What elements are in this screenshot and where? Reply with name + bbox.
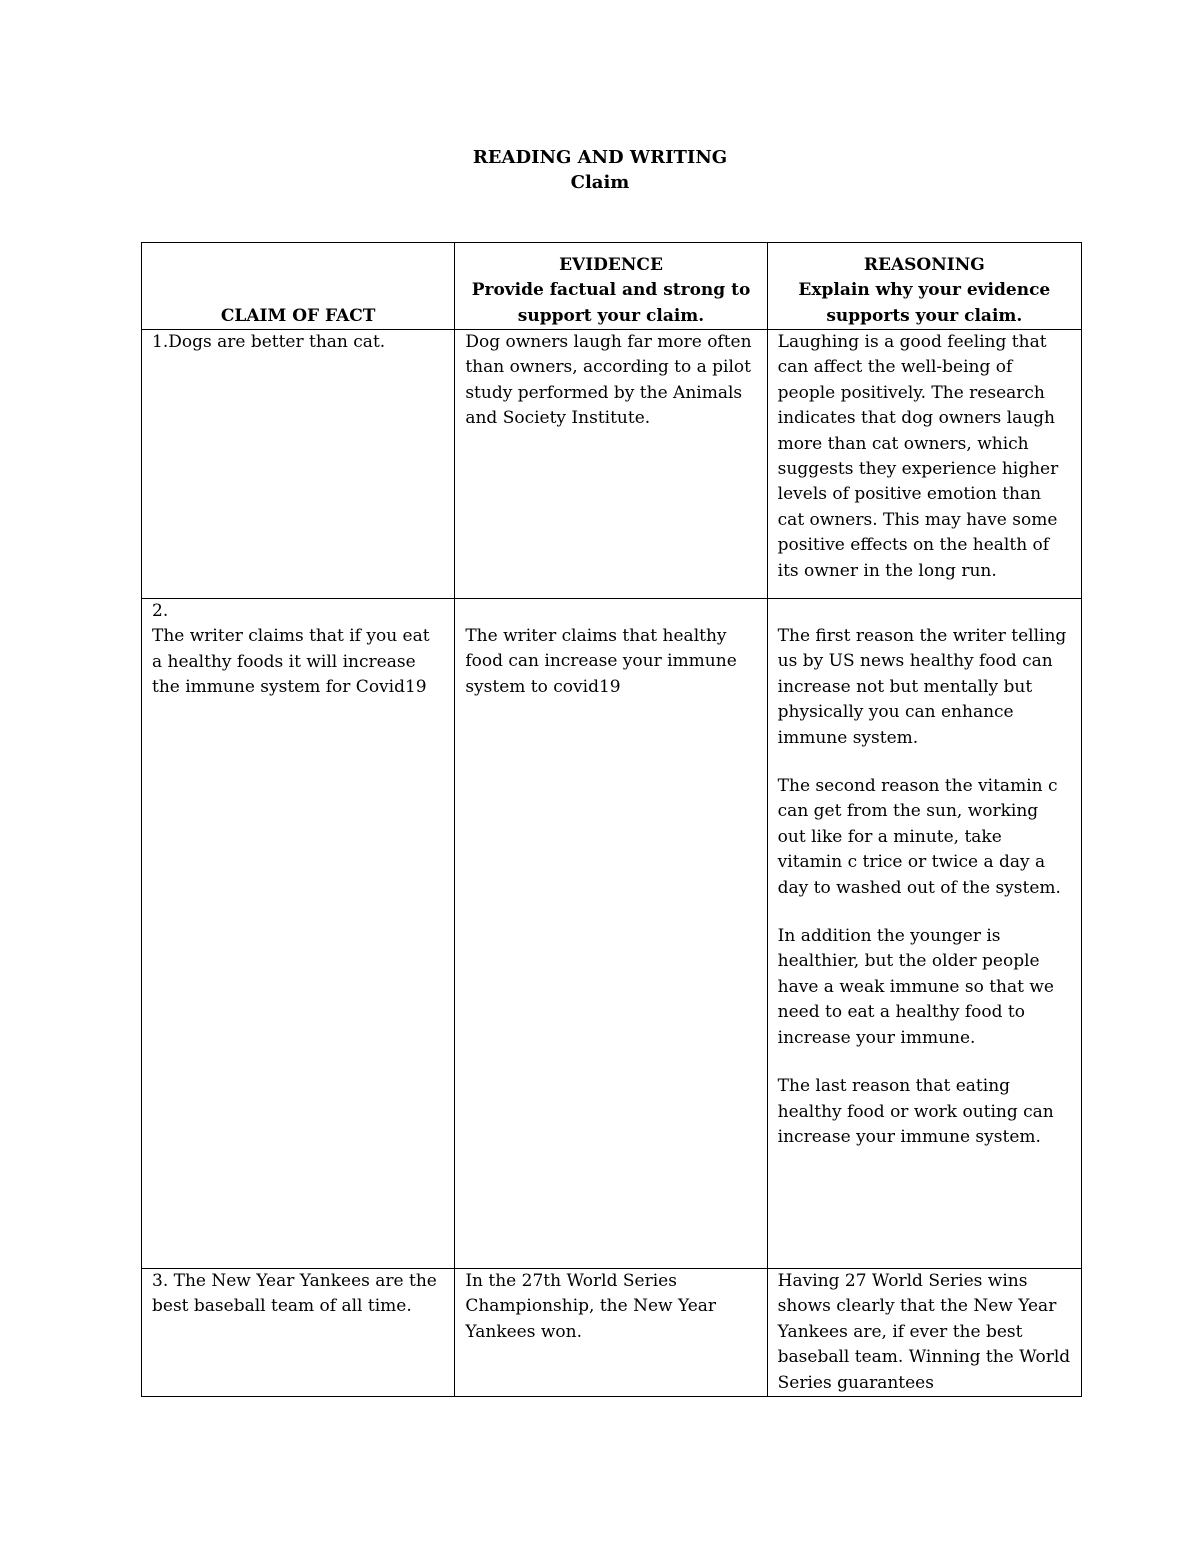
header-claim [142, 243, 455, 330]
evidence-cell [455, 599, 767, 1269]
header-evidence-subtitle: Provide factual and strong to support your claim. [471, 280, 751, 326]
evidence-text: The writer claims that healthy food can increase your immune system to covid19 [465, 626, 737, 697]
header-reasoning [767, 243, 1081, 330]
reasoning-paragraph: The last reason that eating healthy food or work outing can increase your immune system. [777, 1076, 1054, 1147]
table-row [142, 599, 1082, 1269]
claim-cell [142, 330, 455, 599]
claim-text: 2. The writer claims that if you eat a healthy foods it will increase the immune system for Covid19 [152, 601, 430, 698]
reasoning-paragraph: Having 27 World Series wins shows clearly that the New Year Yankees are, if ever the best baseball team. Winning the World Series guarantees [777, 1271, 1071, 1393]
reasoning-paragraph: Laughing is a good feeling that can affect the well-being of people positively. The research indicates that dog owners laugh more than cat owners, which suggests they experience higher levels of positive emotion than cat owners. This may have some positive effects on the health of its owner in the long run. [777, 332, 1059, 581]
claim-cell [142, 599, 455, 1269]
table-header-row [142, 243, 1082, 330]
table-row [142, 1269, 1082, 1397]
claim-cell [142, 1269, 455, 1397]
document-heading [0, 145, 1200, 195]
evidence-text: Dog owners laugh far more often than owners, according to a pilot study performed by the Animals and Society Institute. [465, 332, 752, 429]
table-row [142, 330, 1082, 599]
reasoning-paragraph: In addition the younger is healthier, but the older people have a weak immune so that we need to eat a healthy food to increase your immune. [777, 926, 1054, 1048]
evidence-text: In the 27th World Series Championship, the New Year Yankees won. [465, 1271, 717, 1342]
header-claim-label: CLAIM OF FACT [220, 305, 376, 326]
reasoning-paragraph: The first reason the writer telling us by US news healthy food can increase not but mentally but physically you can enhance immune system. [777, 626, 1067, 748]
header-reasoning-title: REASONING [863, 254, 985, 275]
evidence-cell [455, 1269, 767, 1397]
reasoning-cell [767, 330, 1081, 599]
evidence-cell [455, 330, 767, 599]
document-title: READING AND WRITING [472, 147, 728, 168]
header-reasoning-subtitle: Explain why your evidence supports your claim. [798, 280, 1051, 326]
header-evidence-title: EVIDENCE [559, 254, 663, 275]
claim-text: 1.Dogs are better than cat. [152, 332, 386, 352]
header-evidence [455, 243, 767, 330]
reasoning-cell [767, 599, 1081, 1269]
claim-text: 3. The New Year Yankees are the best baseball team of all time. [152, 1271, 437, 1317]
reasoning-cell [767, 1269, 1081, 1397]
claims-table [141, 242, 1082, 1397]
document-subtitle: Claim [570, 172, 630, 193]
reasoning-paragraph: The second reason the vitamin c can get from the sun, working out like for a minute, take vitamin c trice or twice a day a day to washed out of the system. [777, 776, 1061, 898]
